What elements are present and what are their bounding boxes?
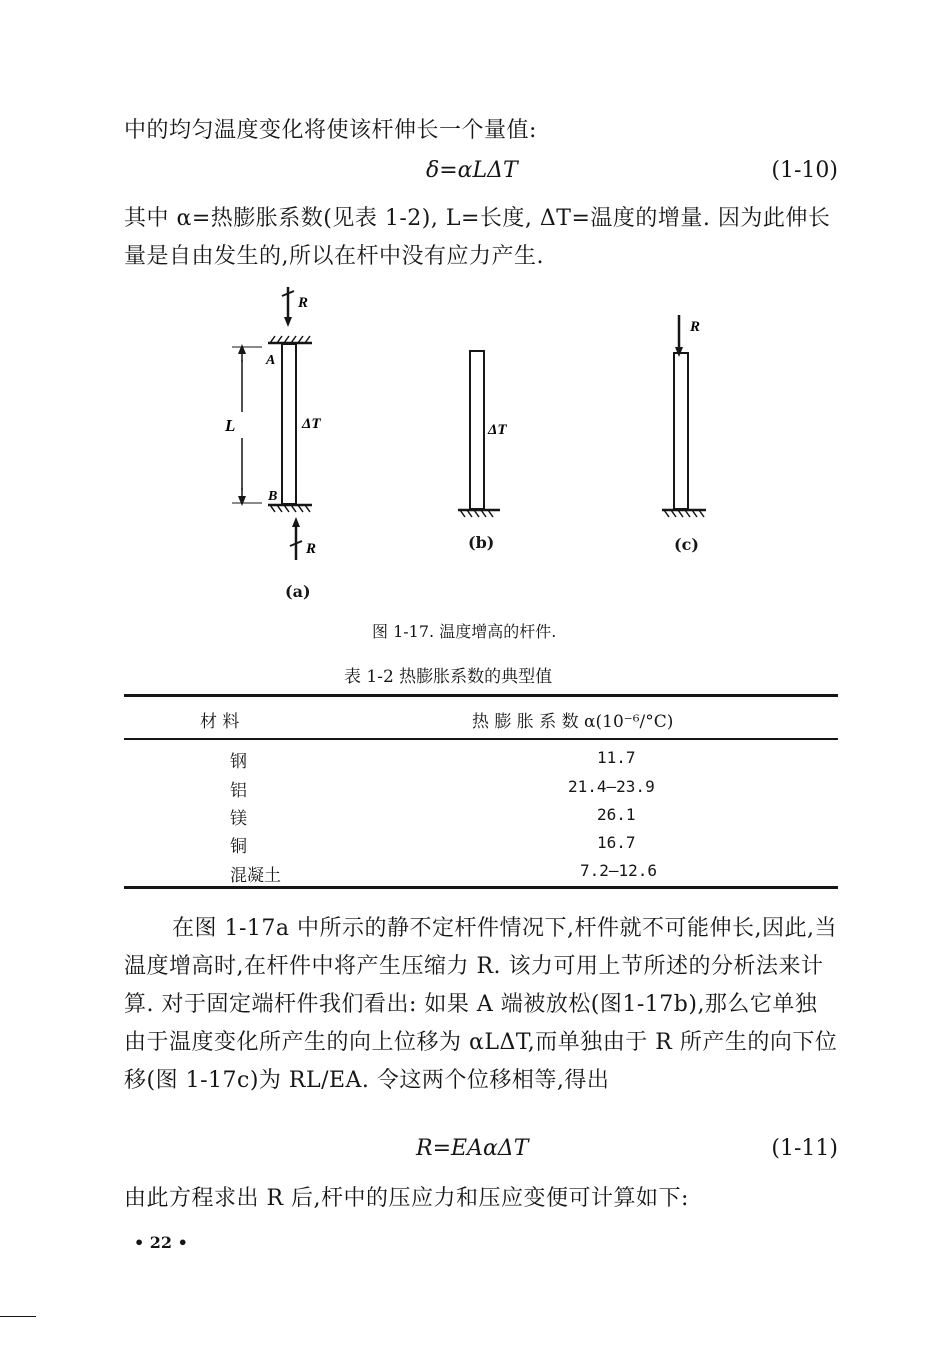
- label-R-bottom-a: R: [306, 541, 317, 557]
- figure-sublabel-a: (a): [285, 582, 311, 601]
- label-R-c: R: [690, 319, 701, 335]
- table-cell-material: 钢: [230, 752, 247, 772]
- figure-caption: 图 1-17. 温度增高的杆件.: [372, 622, 557, 641]
- equation-number-1-11: (1-11): [771, 1136, 838, 1161]
- equation-number-1-10: (1-10): [771, 158, 838, 183]
- table-cell-value: 11.7: [597, 748, 636, 767]
- table-cell-value: 21.4—23.9: [568, 777, 655, 796]
- table-bottom-rule: [124, 886, 838, 889]
- figure-c-drawing: [662, 315, 706, 517]
- label-R-top-a: R: [298, 295, 309, 311]
- table-cell-material: 铜: [230, 837, 247, 857]
- table-cell-material: 镁: [230, 809, 247, 829]
- figure-sublabel-c: (c): [674, 535, 699, 554]
- bar-c: [674, 353, 688, 509]
- table-cell-material: 混凝土: [230, 866, 281, 886]
- paragraph-4: 由此方程求出 R 后,杆中的压应力和压应变便可计算如下:: [124, 1186, 689, 1211]
- table-header-coefficient: 热 膨 胀 系 数 α(10⁻⁶/°C): [472, 712, 674, 732]
- table-cell-value: 7.2—12.6: [580, 861, 658, 880]
- scan-edge-line: [0, 1316, 36, 1317]
- equation-1-11: R=EAαΔT: [416, 1136, 529, 1161]
- table-cell-material: 铝: [230, 781, 247, 801]
- page-number: • 22 •: [134, 1233, 188, 1252]
- table-top-rule: [124, 694, 838, 697]
- label-A: A: [266, 353, 276, 368]
- label-dT-b: ΔT: [488, 422, 507, 438]
- figure-sublabel-b: (b): [468, 533, 495, 552]
- bar-b: [470, 351, 484, 509]
- table-title: 表 1-2 热膨胀系数的典型值: [344, 667, 553, 687]
- table-header-material: 材 料: [200, 712, 240, 732]
- figure-a-drawing: [232, 287, 312, 560]
- paragraph-3: 在图 1-17a 中所示的静不定杆件情况下,杆件就不可能伸长,因此,当温度增高时,在杆件中将产生压缩力 R. 该力可用上节所述的分析法来计算. 对于固定端杆件我们看出: 如果 A 端被放松(图1-17b),那么它单独由于温度变化所产生的向上位移为 αLΔT,而单独由于 R 所产生的向下位移(图 1-17c)为 RL/EA. 令这两个位移相等,得出: [124, 916, 838, 1093]
- paragraph-1: 中的均匀温度变化将使该杆伸长一个量值:: [124, 118, 537, 143]
- paragraph-2: 其中 α=热膨胀系数(见表 1-2), L=长度, ΔT=温度的增量. 因为此伸长量是自由发生的,所以在杆中没有应力产生.: [124, 206, 831, 269]
- label-dT-a: ΔT: [302, 416, 321, 432]
- bar-a: [282, 344, 296, 504]
- table-cell-value: 16.7: [597, 833, 636, 852]
- label-L: L: [225, 416, 236, 435]
- table-cell-value: 26.1: [597, 805, 636, 824]
- equation-1-10: δ=αLΔT: [426, 158, 518, 183]
- table-header-rule: [124, 738, 838, 740]
- label-B: B: [268, 489, 278, 504]
